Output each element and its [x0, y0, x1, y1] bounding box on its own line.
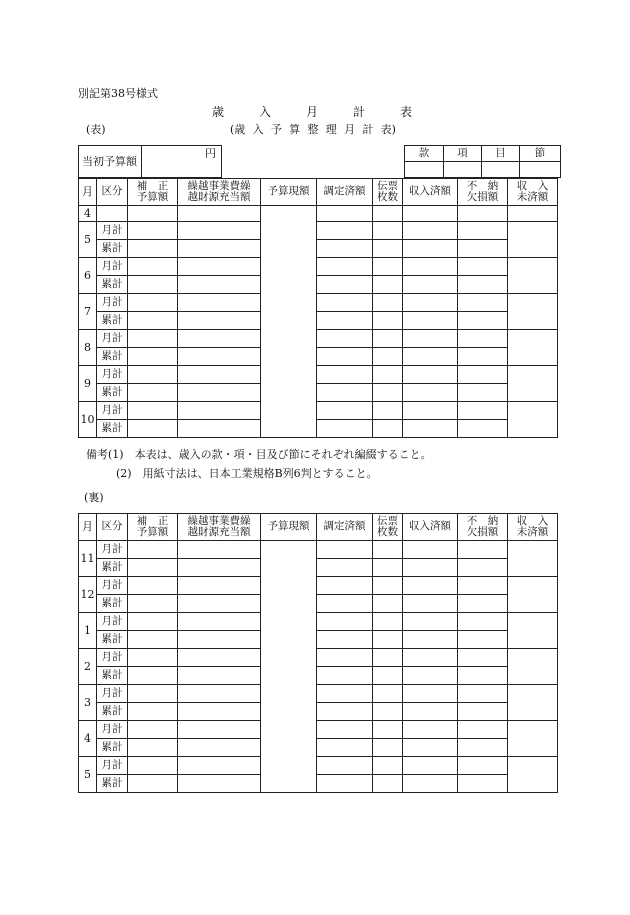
- kubun-cell: 累計: [97, 420, 128, 438]
- subtitle-char: 予: [270, 123, 282, 136]
- table-row: [79, 775, 558, 793]
- table-row: [79, 366, 558, 384]
- back-ledger-table: [78, 513, 558, 793]
- table-row: [79, 348, 558, 366]
- kubun-cell: 月計: [97, 541, 128, 559]
- col-denpyo: 伝票 枚数: [373, 179, 403, 206]
- kubun-cell: 累計: [97, 667, 128, 685]
- month-cell: 2: [79, 649, 97, 685]
- table-row: [79, 631, 558, 649]
- title-char: 表: [399, 105, 412, 119]
- col-funo: 不 納 欠損額: [458, 179, 508, 206]
- month-cell: 1: [79, 613, 97, 649]
- page-subtitle: [230, 124, 396, 135]
- kubun-cell: 月計: [97, 721, 128, 739]
- yosan-gengaku-cell: [261, 541, 317, 793]
- col-yosan-gengaku: 予算現額: [261, 179, 317, 206]
- col-shunyu-zumi: 収入済額: [403, 514, 458, 541]
- kubun-cell: 累計: [97, 775, 128, 793]
- month-cell: 11: [79, 541, 97, 577]
- month-cell: 5: [79, 222, 97, 258]
- subtitle-char: 入: [252, 123, 264, 136]
- initial-budget-label: 当初予算額: [79, 146, 142, 178]
- col-kurikoshi: 繰越事業費繰 越財源充当額: [178, 514, 261, 541]
- kubun-cell: 月計: [97, 402, 128, 420]
- kou-label: 項: [444, 146, 482, 162]
- page-title: [212, 106, 412, 118]
- kubun-cell: 累計: [97, 595, 128, 613]
- month-cell: 4: [79, 721, 97, 757]
- initial-budget-amount: 円: [142, 146, 222, 178]
- col-shunyu-mi: 収 入 未済額: [508, 514, 558, 541]
- subtitle-char: 月: [344, 123, 356, 136]
- table-row: [79, 649, 558, 667]
- kubun-cell: 月計: [97, 613, 128, 631]
- month-cell: 5: [79, 757, 97, 793]
- col-hosei: 補 正 予算額: [128, 179, 178, 206]
- kubun-cell: 月計: [97, 330, 128, 348]
- table-row: [79, 258, 558, 276]
- col-yosan-gengaku: 予算現額: [261, 514, 317, 541]
- kubun-cell: 月計: [97, 649, 128, 667]
- kubun-cell: 累計: [97, 276, 128, 294]
- title-char: 入: [258, 105, 271, 119]
- col-shunyu-zumi: 収入済額: [403, 179, 458, 206]
- subtitle-char: 表): [380, 123, 396, 136]
- month-cell: 7: [79, 294, 97, 330]
- table-row: [79, 294, 558, 312]
- kubun-cell: 月計: [97, 366, 128, 384]
- title-char: 歳: [212, 105, 225, 119]
- subtitle-char: (歳: [230, 123, 246, 136]
- kubun-cell: 累計: [97, 348, 128, 366]
- col-kubun: 区分: [97, 179, 128, 206]
- table-row: [79, 739, 558, 757]
- month-cell: 12: [79, 577, 97, 613]
- table-row: [79, 222, 558, 240]
- table-row: [79, 703, 558, 721]
- subtitle-char: 理: [325, 123, 337, 136]
- col-hosei: 補 正 予算額: [128, 514, 178, 541]
- kan-value: [405, 162, 444, 178]
- table-row: [79, 685, 558, 703]
- yosan-gengaku-cell: [261, 206, 317, 438]
- table-row: [79, 384, 558, 402]
- table-row: [79, 595, 558, 613]
- subtitle-char: 計: [362, 123, 374, 136]
- col-chotei-zumi: 調定済額: [317, 179, 373, 206]
- moku-label: 目: [482, 146, 520, 162]
- kubun-cell: 累計: [97, 559, 128, 577]
- col-denpyo: 伝票 枚数: [373, 514, 403, 541]
- kubun-cell: 月計: [97, 757, 128, 775]
- subtitle-char: 算: [289, 123, 301, 136]
- month-cell: 8: [79, 330, 97, 366]
- table-row: [79, 757, 558, 775]
- kubun-cell: 累計: [97, 384, 128, 402]
- table-row: [79, 240, 558, 258]
- kubun-cell: 月計: [97, 577, 128, 595]
- col-shunyu-mi: 収 入 未済額: [508, 179, 558, 206]
- back-side-label: (裏): [84, 491, 104, 504]
- month-cell: 4: [79, 206, 97, 222]
- remark-2: (2) 用紙寸法は、日本工業規格B列6判とすること。: [116, 467, 378, 480]
- month-cell: 9: [79, 366, 97, 402]
- moku-value: [482, 162, 520, 178]
- col-chotei-zumi: 調定済額: [317, 514, 373, 541]
- col-month: 月: [79, 179, 97, 206]
- table-row: [79, 541, 558, 559]
- kubun-cell: 累計: [97, 631, 128, 649]
- col-funo: 不 納 欠損額: [458, 514, 508, 541]
- front-side-label: (表): [86, 123, 106, 136]
- setsu-value: [520, 162, 561, 178]
- month-cell: 10: [79, 402, 97, 438]
- form-id: 別記第38号様式: [78, 87, 158, 100]
- kubun-cell: 累計: [97, 739, 128, 757]
- kubun-cell: 累計: [97, 312, 128, 330]
- setsu-label: 節: [520, 146, 561, 162]
- kubun-cell: 月計: [97, 222, 128, 240]
- kan-label: 款: [405, 146, 444, 162]
- table-row: [79, 667, 558, 685]
- kubun-cell: 累計: [97, 240, 128, 258]
- col-month: 月: [79, 514, 97, 541]
- kubun-cell: 月計: [97, 258, 128, 276]
- title-char: 計: [352, 105, 365, 119]
- kou-value: [444, 162, 482, 178]
- front-ledger-table: [78, 178, 558, 438]
- table-row: [79, 276, 558, 294]
- table-row: [79, 312, 558, 330]
- col-kubun: 区分: [97, 514, 128, 541]
- table-row: [79, 613, 558, 631]
- kubun-cell: 月計: [97, 294, 128, 312]
- table-row: [79, 330, 558, 348]
- month-cell: 3: [79, 685, 97, 721]
- col-kurikoshi: 繰越事業費繰 越財源充当額: [178, 179, 261, 206]
- table-row: [79, 721, 558, 739]
- table-row: [79, 206, 558, 222]
- subtitle-char: 整: [307, 123, 319, 136]
- table-row: [79, 420, 558, 438]
- title-char: 月: [305, 105, 318, 119]
- kubun-cell: 月計: [97, 685, 128, 703]
- remark-1: 備考(1) 本表は、歳入の款・項・目及び節にそれぞれ編綴すること。: [86, 448, 432, 461]
- month-cell: 6: [79, 258, 97, 294]
- table-row: [79, 577, 558, 595]
- kubun-cell: 累計: [97, 703, 128, 721]
- table-row: [79, 402, 558, 420]
- budget-header-table: [78, 145, 561, 178]
- table-row: [79, 559, 558, 577]
